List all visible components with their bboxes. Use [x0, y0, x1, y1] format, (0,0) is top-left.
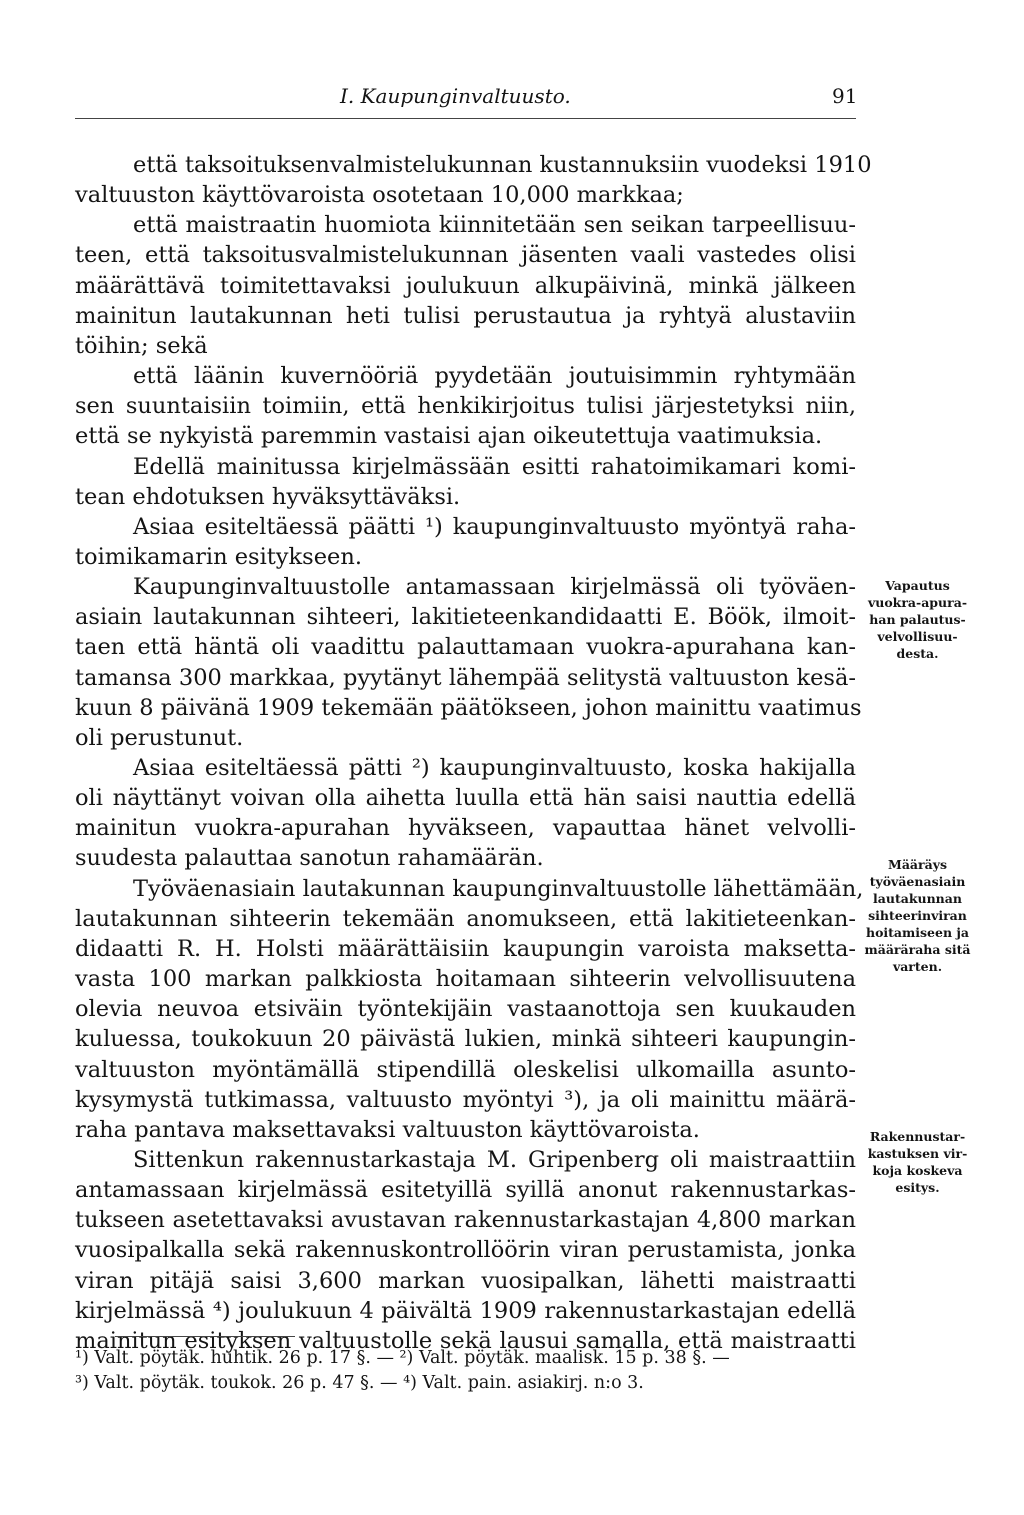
text-line: mainitun vuokra-apurahan hyväkseen, vapauttaa hänet velvolli-	[75, 815, 856, 842]
text-line: kuun 8 päivänä 1909 tekemään päätökseen, johon mainittu vaatimus	[75, 694, 862, 721]
text-line: Edellä mainitussa kirjelmässään esitti rahatoimikamari komi-	[133, 453, 856, 480]
text-line: teen, että taksoitusvalmistelukunnan jäsenten vaali vastedes olisi	[75, 242, 856, 269]
text-line: tean ehdotuksen hyväksyttäväksi.	[75, 483, 461, 510]
sidenote-line: kastuksen vir-	[867, 1146, 968, 1161]
sidenote-line: velvollisuu-	[877, 629, 958, 644]
sidenote-line: varten.	[892, 959, 943, 974]
text-line: Työväenasiain lautakunnan kaupunginvaltuustolle lähettämään,	[133, 875, 864, 902]
text-line: didaatti R. H. Holsti määrättäisiin kaupungin varoista maksetta-	[75, 935, 856, 962]
text-line: tamansa 300 markkaa, pyytänyt lähempää selitystä valtuuston kesä-	[75, 664, 856, 691]
sidenote-line: Rakennustar-	[869, 1129, 966, 1144]
text-line: että se nykyistä paremmin vastaisi ajan oikeutettuja vaatimuksia.	[75, 423, 823, 450]
sidenote-line: Vapautus	[885, 578, 950, 593]
text-line: oli perustunut.	[75, 724, 244, 751]
sidenote-line: han palautus-	[869, 612, 966, 627]
header-rule	[75, 118, 856, 119]
footnote-rule	[115, 1336, 295, 1337]
text-line: kirjelmässä ⁴) joulukuun 4 päivältä 1909 rakennustarkastajan edellä	[75, 1297, 856, 1324]
text-line: asiain lautakunnan sihteeri, lakitieteenkandidaatti E. Böök, ilmoit-	[75, 604, 856, 631]
text-line: raha pantava maksettavaksi valtuuston käyttövaroista.	[75, 1116, 700, 1143]
sidenote-vapautus	[860, 577, 975, 662]
text-line: taen että häntä oli vaadittu palauttamaan vuokra-apurahana kan-	[75, 634, 856, 661]
sidenote-line: lautakunnan	[873, 891, 962, 906]
text-line: valtuuston myöntämällä stipendillä oleskelisi ulkomailla asunto-	[75, 1056, 856, 1083]
text-line: töihin; sekä	[75, 332, 208, 359]
page-number: 91	[832, 84, 858, 108]
text-line: Sittenkun rakennustarkastaja M. Gripenberg oli maistraattiin	[133, 1146, 856, 1173]
text-line: että maistraatin huomiota kiinnitetään sen seikan tarpeellisuu-	[133, 212, 856, 239]
sidenote-line: sihteerinviran	[868, 908, 967, 923]
text-line: suudesta palauttaa sanotun rahamäärän.	[75, 845, 544, 872]
text-line: että läänin kuvernööriä pyydetään joutuisimmin ryhtymään	[133, 363, 856, 390]
footnote: ¹) Valt. pöytäk. huhtik. 26 p. 17 §. — ²) Valt. pöytäk. maalisk. 15 p. 38 §. —	[75, 1348, 730, 1368]
text-line: vuosipalkalla sekä rakennuskontrollöörin viran perustamista, jonka	[75, 1237, 856, 1264]
text-line: että taksoituksenvalmistelukunnan kustannuksiin vuodeksi 1910	[133, 152, 872, 178]
text-line: kysymystä tutkimassa, valtuusto myöntyi ³), ja oli mainittu määrä-	[75, 1086, 856, 1113]
text-line: toimikamarin esitykseen.	[75, 543, 362, 570]
sidenote-line: Määräys	[887, 857, 948, 872]
text-line: mainitun esityksen valtuustolle sekä lausui samalla, että maistraatti	[75, 1327, 856, 1354]
sidenote-line: työväenasiain	[869, 874, 966, 889]
text-line: Asiaa esiteltäessä pätti ²) kaupunginvaltuusto, koska hakijalla	[133, 755, 856, 781]
sidenote-line: määräraha sitä	[864, 942, 971, 957]
text-line: määrättävä toimitettavaksi joulukuun alkupäivinä, minkä jälkeen	[75, 272, 856, 299]
text-line: lautakunnan sihteerin tekemään anomukseen, että lakitieteenkan-	[75, 905, 856, 932]
sidenote-line: koja koskeva	[872, 1163, 963, 1178]
sidenote-rakennustarkastus	[860, 1128, 975, 1196]
text-line: Asiaa esiteltäessä päätti ¹) kaupunginvaltuusto myöntyä raha-	[133, 513, 856, 540]
text-line: sen suuntaisiin toimiin, että henkikirjoitus tulisi järjestetyksi niin,	[75, 393, 856, 420]
text-line: olevia neuvoa etsiväin työntekijäin vastaanottoja sen kuukauden	[75, 996, 856, 1023]
sidenote-line: hoitamiseen ja	[865, 925, 970, 940]
text-line: valtuuston käyttövaroista osotetaan 10,000 markkaa;	[75, 182, 684, 209]
text-line: kuluessa, toukokuun 20 päivästä lukien, minkä sihteeri kaupungin-	[75, 1026, 856, 1053]
running-title: I. Kaupunginvaltuusto.	[340, 84, 571, 108]
text-line: mainitun lautakunnan heti tulisi perustautua ja ryhtyä alustaviin	[75, 302, 856, 329]
footnote: ³) Valt. pöytäk. toukok. 26 p. 47 §. — ⁴) Valt. pain. asiakirj. n:o 3.	[75, 1373, 644, 1393]
sidenote-line: esitys.	[895, 1180, 940, 1195]
text-line: tukseen asetettavaksi avustavan rakennustarkastajan 4,800 markan	[75, 1207, 856, 1234]
text-line: oli näyttänyt voivan olla aihetta luulla että hän saisi nauttia edellä	[75, 785, 856, 812]
text-line: antamassaan kirjelmässä esitetyillä syillä anonut rakennustarkas-	[75, 1177, 856, 1204]
sidenote-line: desta.	[896, 646, 939, 661]
text-line: viran pitäjä saisi 3,600 markan vuosipalkan, lähetti maistraatti	[75, 1267, 856, 1294]
sidenote-maarays	[860, 856, 975, 975]
text-line: vasta 100 markan palkkiosta hoitamaan sihteerin velvollisuutena	[75, 966, 856, 993]
text-line: Kaupunginvaltuustolle antamassaan kirjelmässä oli työväen-	[133, 574, 856, 601]
sidenote-line: vuokra-apura-	[867, 595, 968, 610]
